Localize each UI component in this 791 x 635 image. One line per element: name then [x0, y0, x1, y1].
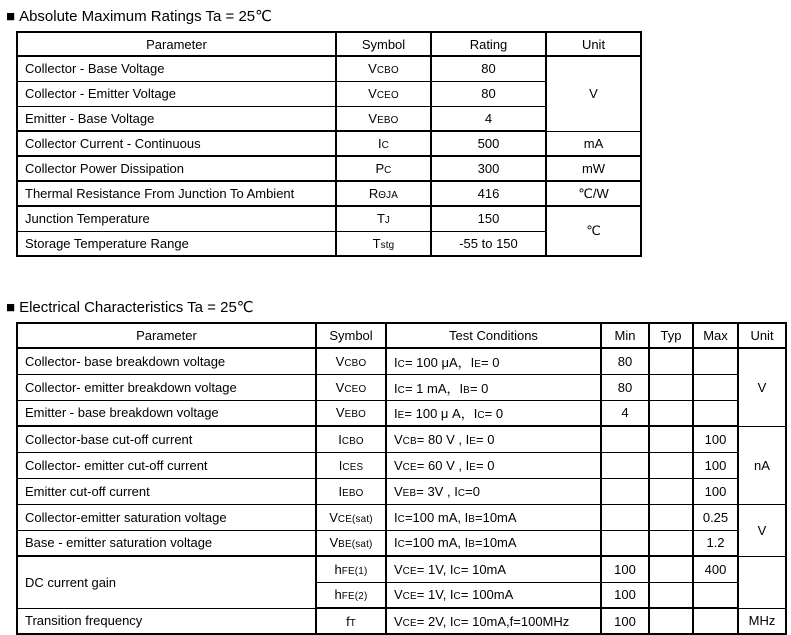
- symbol-cell: VCBO: [316, 348, 386, 374]
- col-header-parameter: Parameter: [17, 32, 336, 56]
- min-cell: [601, 426, 649, 452]
- table-row: [17, 348, 786, 374]
- table-row: [17, 206, 641, 231]
- table-row: [17, 556, 786, 582]
- typ-cell: [649, 556, 693, 582]
- max-cell: [693, 348, 738, 374]
- col-header-test-conditions: Test Conditions: [386, 323, 601, 348]
- symbol-cell: PC: [336, 156, 431, 181]
- min-cell: [601, 452, 649, 478]
- abs-max-table: [16, 31, 642, 257]
- unit-cell: V: [738, 348, 786, 426]
- max-cell: 100: [693, 452, 738, 478]
- table-row: [17, 452, 786, 478]
- abs-max-header-row: [17, 32, 641, 56]
- symbol-cell: VCBO: [336, 56, 431, 81]
- rating-cell: 80: [431, 81, 546, 106]
- col-header-parameter: Parameter: [17, 323, 316, 348]
- typ-cell: [649, 452, 693, 478]
- rating-cell: 80: [431, 56, 546, 81]
- elec-header-row: [17, 323, 786, 348]
- unit-cell: ℃: [546, 206, 641, 256]
- table-row: [17, 530, 786, 556]
- min-cell: 100: [601, 556, 649, 582]
- parameter-cell: Emitter - Base Voltage: [17, 106, 336, 131]
- min-cell: [601, 504, 649, 530]
- parameter-cell: Collector- emitter breakdown voltage: [17, 374, 316, 400]
- test-conditions-cell: VCB= 80 V , IE= 0: [386, 426, 601, 452]
- unit-cell: MHz: [738, 608, 786, 634]
- symbol-cell: VCEO: [336, 81, 431, 106]
- table-row: [17, 131, 641, 156]
- min-cell: 100: [601, 608, 649, 634]
- symbol-cell: hFE(2): [316, 582, 386, 608]
- parameter-cell: Emitter cut-off current: [17, 478, 316, 504]
- max-cell: 100: [693, 426, 738, 452]
- table-row: [17, 374, 786, 400]
- typ-cell: [649, 478, 693, 504]
- col-header-symbol: Symbol: [336, 32, 431, 56]
- unit-cell: nA: [738, 426, 786, 504]
- symbol-cell: IEBO: [316, 478, 386, 504]
- unit-cell: V: [738, 504, 786, 556]
- max-cell: 0.25: [693, 504, 738, 530]
- test-conditions-cell: IC=100 mA, IB=10mA: [386, 504, 601, 530]
- unit-cell: mW: [546, 156, 641, 181]
- col-header-unit: Unit: [546, 32, 641, 56]
- section-title-text: Absolute Maximum Ratings Ta = 25℃: [19, 8, 272, 25]
- parameter-cell: Emitter - base breakdown voltage: [17, 400, 316, 426]
- col-header-unit: Unit: [738, 323, 786, 348]
- typ-cell: [649, 400, 693, 426]
- symbol-cell: VEBO: [336, 106, 431, 131]
- parameter-cell: Collector- emitter cut-off current: [17, 452, 316, 478]
- section-bullet-icon: ■: [6, 299, 16, 316]
- typ-cell: [649, 426, 693, 452]
- table-row: [17, 56, 641, 81]
- symbol-cell: IC: [336, 131, 431, 156]
- min-cell: 100: [601, 582, 649, 608]
- unit-cell: ℃/W: [546, 181, 641, 206]
- min-cell: [601, 478, 649, 504]
- unit-cell: mA: [546, 131, 641, 156]
- table-row: [17, 426, 786, 452]
- symbol-cell: VEBO: [316, 400, 386, 426]
- min-cell: 80: [601, 374, 649, 400]
- col-header-min: Min: [601, 323, 649, 348]
- parameter-cell: Collector- base breakdown voltage: [17, 348, 316, 374]
- max-cell: 1.2: [693, 530, 738, 556]
- symbol-cell: ICES: [316, 452, 386, 478]
- table-row: [17, 156, 641, 181]
- parameter-cell: Collector-base cut-off current: [17, 426, 316, 452]
- parameter-cell: Collector - Base Voltage: [17, 56, 336, 81]
- symbol-cell: hFE(1): [316, 556, 386, 582]
- typ-cell: [649, 374, 693, 400]
- typ-cell: [649, 530, 693, 556]
- table-row: [17, 400, 786, 426]
- parameter-cell: Collector Current - Continuous: [17, 131, 336, 156]
- max-cell: 100: [693, 478, 738, 504]
- rating-cell: -55 to 150: [431, 231, 546, 256]
- max-cell: 400: [693, 556, 738, 582]
- parameter-cell: Junction Temperature: [17, 206, 336, 231]
- test-conditions-cell: VCE= 1V, IC= 100mA: [386, 582, 601, 608]
- test-conditions-cell: VCE= 1V, IC= 10mA: [386, 556, 601, 582]
- abs-max-section-title: [6, 6, 791, 28]
- test-conditions-cell: VCE= 60 V , IE= 0: [386, 452, 601, 478]
- parameter-cell: Collector - Emitter Voltage: [17, 81, 336, 106]
- typ-cell: [649, 348, 693, 374]
- col-header-typ: Typ: [649, 323, 693, 348]
- table-row: [17, 608, 786, 634]
- symbol-cell: VBE(sat): [316, 530, 386, 556]
- parameter-cell: Storage Temperature Range: [17, 231, 336, 256]
- rating-cell: 4: [431, 106, 546, 131]
- rating-cell: 416: [431, 181, 546, 206]
- unit-cell: V: [546, 56, 641, 131]
- symbol-cell: Tstg: [336, 231, 431, 256]
- test-conditions-cell: IC=100 mA, IB=10mA: [386, 530, 601, 556]
- symbol-cell: RΘJA: [336, 181, 431, 206]
- parameter-cell: DC current gain: [17, 556, 316, 608]
- parameter-cell: Thermal Resistance From Junction To Ambient: [17, 181, 336, 206]
- symbol-cell: ICBO: [316, 426, 386, 452]
- test-conditions-cell: VCE= 2V, IC= 10mA,f=100MHz: [386, 608, 601, 634]
- test-conditions-cell: VEB= 3V , IC=0: [386, 478, 601, 504]
- typ-cell: [649, 504, 693, 530]
- max-cell: [693, 400, 738, 426]
- rating-cell: 300: [431, 156, 546, 181]
- max-cell: [693, 582, 738, 608]
- table-row: [17, 478, 786, 504]
- max-cell: [693, 608, 738, 634]
- typ-cell: [649, 582, 693, 608]
- col-header-symbol: Symbol: [316, 323, 386, 348]
- min-cell: 4: [601, 400, 649, 426]
- unit-cell: [738, 556, 786, 608]
- section-bullet-icon: ■: [6, 8, 16, 25]
- test-conditions-cell: IE= 100 μ A，IC= 0: [386, 400, 601, 426]
- min-cell: [601, 530, 649, 556]
- col-header-max: Max: [693, 323, 738, 348]
- test-conditions-cell: IC= 100 μA，IE= 0: [386, 348, 601, 374]
- symbol-cell: TJ: [336, 206, 431, 231]
- symbol-cell: VCEO: [316, 374, 386, 400]
- parameter-cell: Transition frequency: [17, 608, 316, 634]
- typ-cell: [649, 608, 693, 634]
- parameter-cell: Base - emitter saturation voltage: [17, 530, 316, 556]
- table-row: [17, 181, 641, 206]
- test-conditions-cell: IC= 1 mA，IB= 0: [386, 374, 601, 400]
- symbol-cell: fT: [316, 608, 386, 634]
- symbol-cell: VCE(sat): [316, 504, 386, 530]
- col-header-rating: Rating: [431, 32, 546, 56]
- min-cell: 80: [601, 348, 649, 374]
- elec-section-title: [6, 297, 791, 319]
- parameter-cell: Collector Power Dissipation: [17, 156, 336, 181]
- parameter-cell: Collector-emitter saturation voltage: [17, 504, 316, 530]
- rating-cell: 500: [431, 131, 546, 156]
- elec-char-table: [16, 322, 787, 635]
- table-row: [17, 504, 786, 530]
- max-cell: [693, 374, 738, 400]
- rating-cell: 150: [431, 206, 546, 231]
- section-title-text: Electrical Characteristics Ta = 25℃: [19, 299, 254, 316]
